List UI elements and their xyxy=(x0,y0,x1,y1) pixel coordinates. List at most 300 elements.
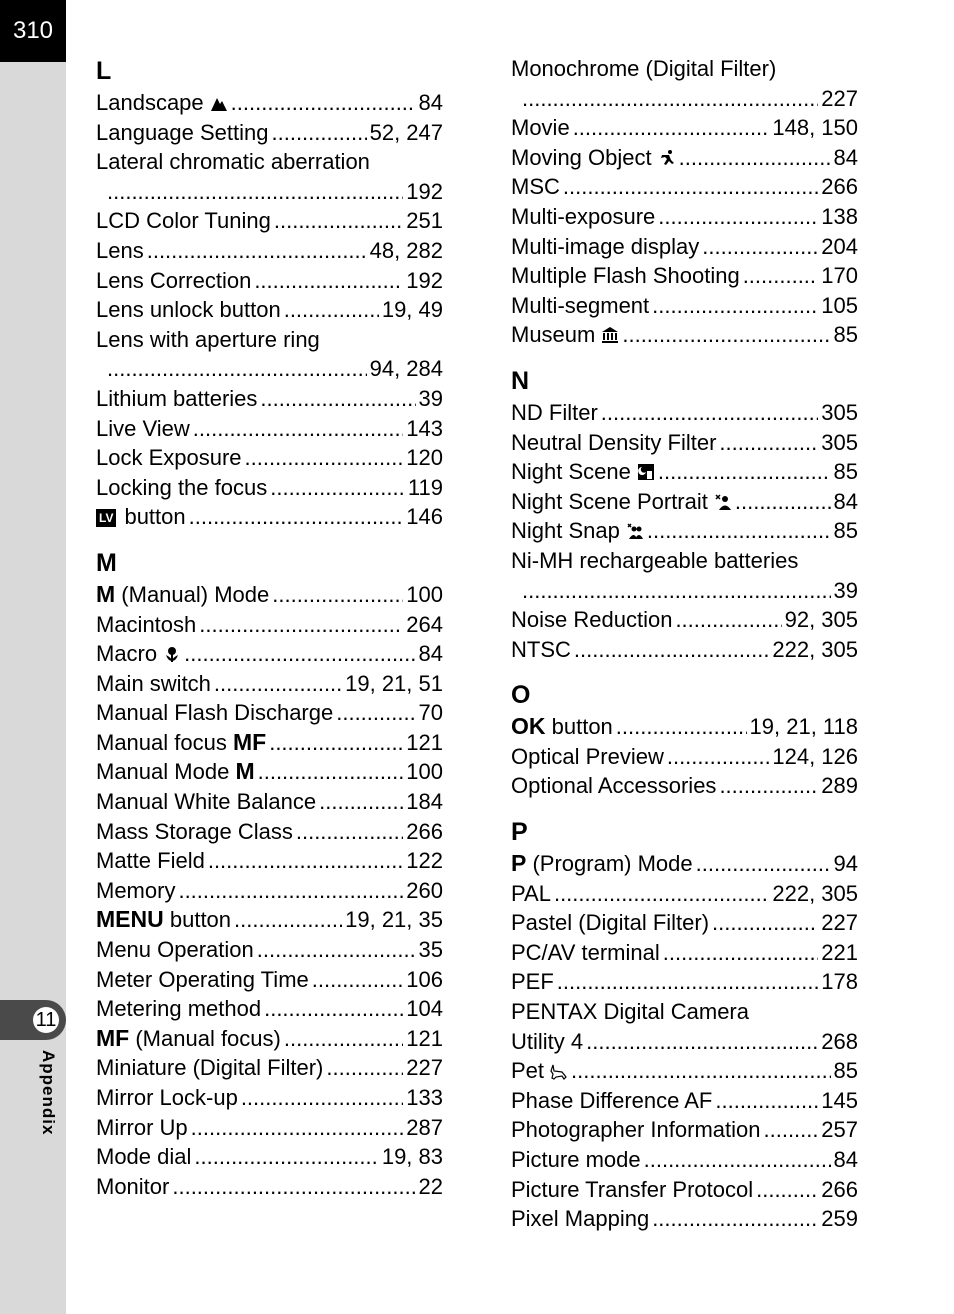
index-entry xyxy=(96,1083,443,1113)
mode-symbol: M xyxy=(96,580,116,607)
leader-dots xyxy=(336,698,415,728)
leader-dots xyxy=(272,580,403,610)
index-entry xyxy=(511,487,858,517)
entry-label: Macintosh xyxy=(96,611,197,637)
index-entry xyxy=(511,576,858,606)
entry-label-group xyxy=(96,414,190,444)
leader-dots xyxy=(616,712,747,742)
entry-label-group xyxy=(511,879,551,909)
entry-label-group xyxy=(511,113,570,143)
leader-dots xyxy=(622,320,830,350)
entry-label-group xyxy=(511,635,571,665)
leader-dots xyxy=(272,118,367,148)
leader-dots xyxy=(254,266,403,296)
entry-label: Monochrome (Digital Filter) xyxy=(511,56,777,81)
page-number: 310 xyxy=(0,0,66,62)
entry-label-group xyxy=(511,1086,712,1116)
entry-label-group xyxy=(96,965,309,995)
entry-pages: 178 xyxy=(821,969,858,995)
entry-label-group xyxy=(511,1027,583,1057)
entry-label: Picture Transfer Protocol xyxy=(511,1176,754,1202)
leader-dots xyxy=(193,414,404,444)
entry-label-group xyxy=(96,443,242,473)
entry-label-group xyxy=(511,172,560,202)
mode-symbol: M xyxy=(235,758,255,785)
entry-pages: 84 xyxy=(833,144,858,170)
leader-dots xyxy=(284,295,379,325)
entry-pages: 84 xyxy=(418,641,443,667)
entry-label: Mirror Up xyxy=(96,1114,188,1140)
entry-label-group xyxy=(511,54,776,84)
index-entry xyxy=(96,384,443,414)
mode-symbol: OK xyxy=(511,713,546,740)
night-snap-icon xyxy=(626,518,644,536)
entry-label: Pet xyxy=(511,1058,545,1084)
index-section-m xyxy=(96,546,443,1201)
entry-label-group xyxy=(511,771,716,801)
entry-label: (Manual focus) xyxy=(135,1025,281,1051)
leader-dots xyxy=(208,846,403,876)
entry-label-group xyxy=(511,1115,761,1145)
entry-label: Picture mode xyxy=(511,1147,641,1172)
night-scene-icon xyxy=(637,459,655,477)
leader-dots xyxy=(571,1056,830,1086)
leader-dots xyxy=(658,202,818,232)
entry-label: Moving Object xyxy=(511,144,652,170)
entry-label-group xyxy=(96,1142,191,1172)
entry-label-group xyxy=(96,236,144,266)
index-entry xyxy=(96,728,443,758)
index-section-o xyxy=(511,678,858,801)
entry-label-group xyxy=(96,639,181,669)
entry-label: Night Scene Portrait xyxy=(511,488,708,514)
entry-pages: 121 xyxy=(406,1025,443,1051)
leader-dots xyxy=(296,817,403,847)
leader-dots xyxy=(719,428,818,458)
entry-pages: 19, 49 xyxy=(381,297,443,323)
leader-dots xyxy=(601,398,819,428)
entry-label-group xyxy=(511,1056,568,1086)
entry-label-group xyxy=(96,502,186,532)
index-entry xyxy=(511,457,858,487)
index-entry xyxy=(511,1115,858,1145)
index-section-l xyxy=(96,54,443,532)
entry-label: Multi-segment xyxy=(511,292,650,318)
entry-label-group xyxy=(511,605,672,635)
leader-dots xyxy=(557,967,818,997)
entry-label-group xyxy=(96,876,175,906)
entry-pages: 227 xyxy=(821,910,858,936)
leader-dots xyxy=(270,473,405,503)
leader-dots xyxy=(147,236,367,266)
index-entry xyxy=(511,428,858,458)
index-entry xyxy=(96,443,443,473)
index-section-p xyxy=(511,815,858,1234)
mode-symbol: MF xyxy=(232,728,267,755)
entry-label-group xyxy=(96,266,251,296)
index-entry xyxy=(96,935,443,965)
entry-pages: 227 xyxy=(406,1055,443,1081)
index-entry xyxy=(511,635,858,665)
leader-dots xyxy=(264,994,403,1024)
leader-dots xyxy=(563,172,818,202)
index-entry xyxy=(511,202,858,232)
leader-dots xyxy=(319,787,403,817)
entry-pages: 122 xyxy=(406,848,443,874)
index-entry xyxy=(96,817,443,847)
leader-dots xyxy=(696,849,831,879)
index-entry xyxy=(96,610,443,640)
leader-dots xyxy=(172,1172,415,1202)
entry-label: Manual focus xyxy=(96,729,227,755)
index-entry xyxy=(96,118,443,148)
entry-pages: 268 xyxy=(821,1028,858,1054)
entry-label: Lens unlock button xyxy=(96,297,281,323)
index-entry xyxy=(96,354,443,384)
index-entry xyxy=(511,712,858,742)
index-entry xyxy=(96,88,443,118)
entry-label: PC/AV terminal xyxy=(511,939,660,965)
entry-pages: 84 xyxy=(418,90,443,115)
entry-label: LCD Color Tuning xyxy=(96,208,271,234)
index-entry xyxy=(511,849,858,879)
index-entry xyxy=(511,771,858,801)
entry-pages: 84 xyxy=(833,1147,858,1172)
entry-label: button xyxy=(124,504,186,530)
entry-pages: 94, 284 xyxy=(369,356,443,382)
entry-label: Lateral chromatic aberration xyxy=(96,149,370,175)
index-section-n xyxy=(511,364,858,664)
entry-pages: 84 xyxy=(833,488,858,514)
entry-label: NTSC xyxy=(511,636,571,662)
entry-pages: 257 xyxy=(821,1117,858,1143)
entry-label: Memory xyxy=(96,877,176,903)
index-entry xyxy=(96,236,443,266)
entry-label-group xyxy=(96,935,254,965)
index-entry xyxy=(96,1142,443,1172)
index-entry xyxy=(96,787,443,817)
leader-dots xyxy=(214,669,342,699)
entry-label-group xyxy=(511,1175,753,1205)
entry-label: Macro xyxy=(96,641,158,667)
chapter-label: Appendix xyxy=(39,1050,58,1136)
leader-dots xyxy=(231,88,416,118)
entry-label: Live View xyxy=(96,415,190,441)
macro-flower-icon xyxy=(163,641,181,659)
entry-label-group xyxy=(96,1083,238,1113)
index-entry xyxy=(511,1145,858,1175)
entry-label: Mass Storage Class xyxy=(96,818,293,844)
lv-badge-icon: LV xyxy=(96,509,116,527)
section-letter: M xyxy=(96,548,117,577)
leader-dots xyxy=(326,1053,403,1083)
entry-label-group xyxy=(96,118,269,148)
entry-label-group xyxy=(96,610,196,640)
leader-dots xyxy=(647,516,831,546)
entry-label-group xyxy=(96,1172,169,1202)
entry-pages: 85 xyxy=(833,322,858,348)
museum-icon xyxy=(601,322,619,340)
index-column-left xyxy=(96,54,443,1201)
entry-pages: 48, 282 xyxy=(369,237,443,263)
entry-pages: 92, 305 xyxy=(784,607,858,633)
index-entry xyxy=(96,502,443,532)
index-entry xyxy=(96,669,443,699)
entry-label: Night Scene xyxy=(511,459,631,485)
entry-label-group xyxy=(96,295,281,325)
index-entry xyxy=(511,1204,858,1234)
entry-label-group xyxy=(96,206,271,236)
entry-label: Multi-exposure xyxy=(511,203,656,229)
entry-label: Miniature (Digital Filter) xyxy=(96,1055,324,1081)
entry-pages: 19, 83 xyxy=(381,1144,443,1170)
leader-dots xyxy=(675,605,781,635)
entry-label-group xyxy=(96,787,316,817)
index-entry xyxy=(511,1086,858,1116)
entry-label: Multiple Flash Shooting xyxy=(511,263,740,289)
index-entry xyxy=(511,938,858,968)
entry-label: Phase Difference AF xyxy=(511,1087,713,1113)
entry-pages: 106 xyxy=(406,966,443,992)
leader-dots xyxy=(756,1175,818,1205)
entry-label-group xyxy=(511,261,740,291)
entry-pages: 305 xyxy=(821,399,858,425)
leader-dots xyxy=(245,443,404,473)
entry-label: button xyxy=(551,714,613,740)
index-entry xyxy=(96,757,443,787)
entry-label-group xyxy=(511,849,693,879)
entry-label: Mirror Lock-up xyxy=(96,1085,238,1110)
pet-icon xyxy=(550,1058,568,1076)
entry-label: MSC xyxy=(511,174,560,200)
index-entry xyxy=(96,147,443,177)
entry-pages: 94 xyxy=(833,851,858,877)
entry-label: Lens with aperture ring xyxy=(96,326,320,352)
leader-dots xyxy=(719,771,818,801)
index-entry xyxy=(511,232,858,262)
entry-pages: 19, 21, 51 xyxy=(345,670,443,696)
entry-label: Mode dial xyxy=(96,1144,192,1170)
section-letter: N xyxy=(511,366,530,395)
leader-dots xyxy=(241,1083,403,1113)
entry-label: Lithium batteries xyxy=(96,385,258,411)
entry-label: PENTAX Digital Camera xyxy=(511,999,749,1025)
entry-label-group xyxy=(511,291,649,321)
entry-label-group xyxy=(96,88,228,118)
index-section-m-continued xyxy=(511,54,858,350)
leader-dots xyxy=(191,1113,404,1143)
leader-dots xyxy=(257,935,416,965)
leader-dots xyxy=(573,113,770,143)
entry-label: Lens Correction xyxy=(96,267,252,293)
entry-pages: 85 xyxy=(833,518,858,544)
index-entry xyxy=(511,398,858,428)
leader-dots xyxy=(184,639,415,669)
entry-pages: 148, 150 xyxy=(772,115,858,141)
index-column-right xyxy=(511,54,858,1234)
index-entry xyxy=(96,876,443,906)
entry-pages: 100 xyxy=(406,581,443,607)
entry-pages: 146 xyxy=(406,504,443,530)
entry-label: Optical Preview xyxy=(511,743,664,769)
index-entry xyxy=(96,965,443,995)
entry-pages: 222, 305 xyxy=(772,636,858,662)
entry-pages: 119 xyxy=(407,474,443,500)
leader-dots xyxy=(522,84,818,114)
entry-pages: 251 xyxy=(406,208,443,234)
entry-label-group xyxy=(96,698,333,728)
leader-dots xyxy=(107,354,367,384)
index-entry xyxy=(511,143,858,173)
entry-pages: 222, 305 xyxy=(772,880,858,906)
index-entry xyxy=(96,473,443,503)
entry-pages: 39 xyxy=(418,385,443,411)
entry-label-group xyxy=(511,742,664,772)
index-entry xyxy=(96,414,443,444)
entry-label-group xyxy=(511,1204,649,1234)
entry-pages: 52, 247 xyxy=(369,119,443,145)
entry-label: (Program) Mode xyxy=(532,851,693,877)
entry-label-group xyxy=(96,1053,323,1083)
mode-symbol: MF xyxy=(96,1024,130,1051)
entry-label-group xyxy=(96,1113,188,1143)
index-entry xyxy=(96,580,443,610)
index-entry xyxy=(511,516,858,546)
entry-label: Photographer Information xyxy=(511,1117,761,1143)
entry-pages: 120 xyxy=(406,445,443,471)
entry-label: Pastel (Digital Filter) xyxy=(511,910,710,936)
entry-label: Manual Flash Discharge xyxy=(96,700,334,726)
leader-dots xyxy=(743,261,819,291)
entry-label: Language Setting xyxy=(96,119,269,145)
entry-pages: 85 xyxy=(833,459,858,485)
entry-pages: 19, 21, 35 xyxy=(345,907,443,933)
index-entry xyxy=(96,994,443,1024)
entry-label-group xyxy=(511,457,655,487)
leader-dots xyxy=(178,876,403,906)
entry-label-group xyxy=(96,580,269,610)
entry-label: Monitor xyxy=(96,1173,170,1199)
leader-dots xyxy=(652,1204,818,1234)
entry-pages: 305 xyxy=(821,429,858,455)
entry-label-group xyxy=(511,428,716,458)
entry-label: Manual Mode xyxy=(96,759,230,785)
leader-dots xyxy=(702,232,818,262)
index-entry xyxy=(511,742,858,772)
entry-label: Pixel Mapping xyxy=(511,1206,650,1232)
entry-label-group xyxy=(96,817,293,847)
entry-label: PAL xyxy=(511,880,551,906)
index-entry xyxy=(511,113,858,143)
leader-dots xyxy=(312,965,404,995)
index-entry xyxy=(96,1113,443,1143)
leader-dots xyxy=(663,938,819,968)
entry-pages: 22 xyxy=(418,1173,443,1199)
index-entry xyxy=(511,879,858,909)
leader-dots xyxy=(269,728,403,758)
entry-label-group xyxy=(96,846,205,876)
entry-label: Matte Field xyxy=(96,848,205,874)
entry-label-group xyxy=(511,232,699,262)
entry-label: Museum xyxy=(511,322,596,348)
entry-pages: 19, 21, 118 xyxy=(749,714,858,740)
entry-label: Landscape xyxy=(96,90,204,115)
entry-label-group xyxy=(511,143,676,173)
leader-dots xyxy=(735,487,831,517)
entry-pages: 70 xyxy=(418,700,443,726)
entry-pages: 204 xyxy=(821,233,858,259)
entry-pages: 104 xyxy=(406,996,443,1022)
entry-pages: 143 xyxy=(406,415,443,441)
entry-label-group xyxy=(511,546,798,576)
leader-dots xyxy=(715,1086,818,1116)
index-entry xyxy=(511,997,858,1027)
night-portrait-icon xyxy=(714,489,732,507)
entry-label: Utility 4 xyxy=(511,1028,584,1054)
entry-label-group xyxy=(511,487,732,517)
entry-pages: 266 xyxy=(821,174,858,200)
index-entry xyxy=(96,905,443,935)
index-entry xyxy=(96,698,443,728)
entry-label-group xyxy=(511,202,655,232)
entry-label: Menu Operation xyxy=(96,937,254,963)
entry-label: Lock Exposure xyxy=(96,445,242,471)
index-entry xyxy=(96,325,443,355)
index-entry xyxy=(511,967,858,997)
entry-label-group xyxy=(511,938,660,968)
index-entry xyxy=(96,295,443,325)
leader-dots xyxy=(667,742,770,772)
leader-dots xyxy=(284,1024,403,1054)
section-letter: L xyxy=(96,57,112,85)
entry-pages: 266 xyxy=(406,818,443,844)
index-entry xyxy=(511,908,858,938)
leader-dots xyxy=(199,610,403,640)
leader-dots xyxy=(652,291,818,321)
entry-label-group xyxy=(511,516,644,546)
entry-label: PEF xyxy=(511,969,554,995)
entry-pages: 260 xyxy=(406,877,443,903)
entry-label: Locking the focus xyxy=(96,474,268,500)
index-entry xyxy=(511,1027,858,1057)
leader-dots xyxy=(574,635,769,665)
entry-pages: 192 xyxy=(406,178,443,204)
index-entry xyxy=(511,320,858,350)
entry-pages: 264 xyxy=(406,611,443,637)
entry-label: Metering method xyxy=(96,996,262,1022)
entry-pages: 121 xyxy=(406,729,443,755)
index-entry xyxy=(511,1056,858,1086)
leader-dots xyxy=(274,206,403,236)
entry-pages: 105 xyxy=(821,292,858,318)
leader-dots xyxy=(658,457,831,487)
leader-dots xyxy=(234,905,342,935)
index-entry xyxy=(511,605,858,635)
entry-pages: 259 xyxy=(821,1206,858,1232)
leader-dots xyxy=(679,143,831,173)
leader-dots xyxy=(554,879,769,909)
index-entry xyxy=(96,1053,443,1083)
entry-label-group xyxy=(96,473,267,503)
entry-label-group xyxy=(511,967,554,997)
entry-pages: 35 xyxy=(418,937,443,963)
leader-dots xyxy=(194,1142,378,1172)
index-entry xyxy=(96,846,443,876)
entry-label-group xyxy=(96,728,266,758)
index-entry xyxy=(511,84,858,114)
section-letter: O xyxy=(511,681,531,710)
entry-label-group xyxy=(96,325,320,355)
